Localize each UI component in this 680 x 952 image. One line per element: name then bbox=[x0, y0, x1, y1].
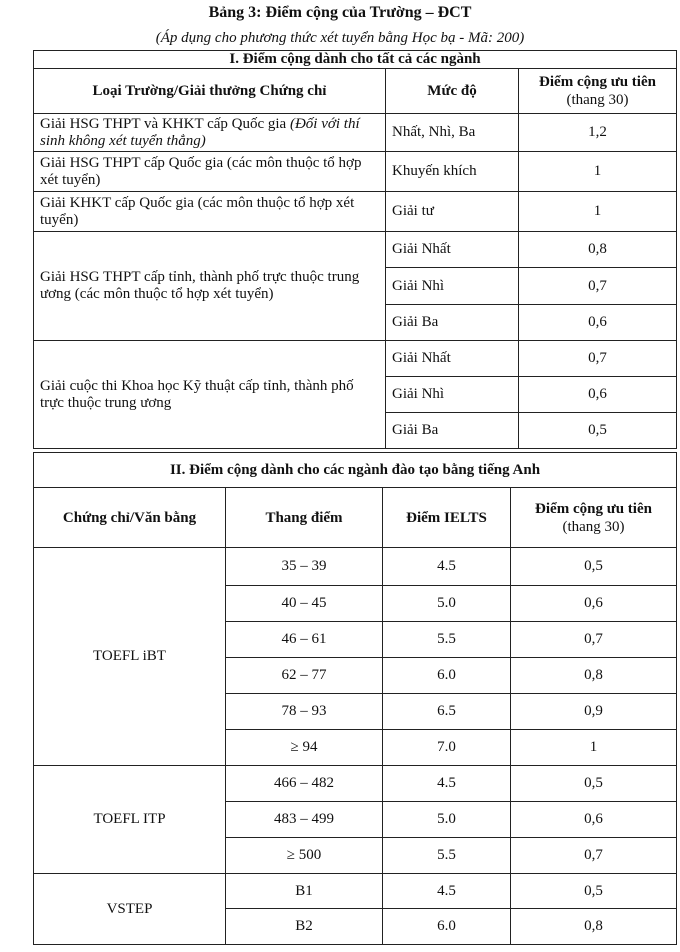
award-points: 0,7 bbox=[519, 341, 677, 377]
award-level: Giải Nhì bbox=[386, 268, 519, 305]
award-type: Giải KHKT cấp Quốc gia (các môn thuộc tổ hợp xét tuyển) bbox=[34, 192, 386, 232]
ielts-score: 4.5 bbox=[383, 874, 511, 909]
bonus-points: 0,7 bbox=[511, 838, 677, 874]
ielts-score: 6.0 bbox=[383, 909, 511, 945]
table-row bbox=[34, 114, 677, 152]
ielts-score: 5.5 bbox=[383, 838, 511, 874]
award-type: Giải HSG THPT cấp Quốc gia (các môn thuộc tổ hợp xét tuyển) bbox=[34, 152, 386, 192]
table-row bbox=[34, 232, 677, 268]
award-points: 1,2 bbox=[519, 114, 677, 152]
score-range: 40 – 45 bbox=[226, 586, 383, 622]
bonus-points: 0,6 bbox=[511, 802, 677, 838]
header-points-label: Điểm cộng ưu tiên bbox=[535, 500, 652, 517]
general-bonus-table bbox=[33, 50, 677, 449]
score-range: B2 bbox=[226, 909, 383, 945]
table-row bbox=[34, 548, 677, 586]
award-level: Giải Ba bbox=[386, 305, 519, 341]
ielts-score: 5.5 bbox=[383, 622, 511, 658]
header-points-label: Điểm cộng ưu tiên bbox=[539, 74, 656, 90]
ielts-score: 5.0 bbox=[383, 586, 511, 622]
table-row bbox=[34, 152, 677, 192]
table-row bbox=[34, 874, 677, 909]
score-range: 46 – 61 bbox=[226, 622, 383, 658]
award-points: 0,7 bbox=[519, 268, 677, 305]
score-range: 35 – 39 bbox=[226, 548, 383, 586]
bonus-points: 0,8 bbox=[511, 909, 677, 945]
table-row bbox=[34, 192, 677, 232]
award-level: Giải Nhất bbox=[386, 232, 519, 268]
bonus-points: 0,5 bbox=[511, 874, 677, 909]
score-range: 62 – 77 bbox=[226, 658, 383, 694]
award-points: 0,5 bbox=[519, 413, 677, 449]
award-points: 1 bbox=[519, 192, 677, 232]
bonus-points: 0,8 bbox=[511, 658, 677, 694]
header-points bbox=[511, 488, 677, 548]
score-range: ≥ 500 bbox=[226, 838, 383, 874]
bonus-points: 0,5 bbox=[511, 548, 677, 586]
score-range: 483 – 499 bbox=[226, 802, 383, 838]
award-level: Nhất, Nhì, Ba bbox=[386, 114, 519, 152]
header-points-sub: (thang 30) bbox=[566, 92, 629, 108]
header-points-sub: (thang 30) bbox=[562, 518, 625, 535]
award-type: Giải cuộc thi Khoa học Kỹ thuật cấp tỉnh, thành phố trực thuộc trung ương bbox=[34, 341, 386, 449]
award-level: Giải Nhất bbox=[386, 341, 519, 377]
header-cert: Chứng chỉ/Văn bằng bbox=[34, 488, 226, 548]
bonus-points: 1 bbox=[511, 730, 677, 766]
award-type bbox=[34, 114, 386, 152]
award-type-note: (Đối với thí sinh không xét tuyển thẳng) bbox=[40, 115, 360, 149]
award-points: 0,8 bbox=[519, 232, 677, 268]
award-level: Giải Ba bbox=[386, 413, 519, 449]
bonus-points: 0,9 bbox=[511, 694, 677, 730]
award-points: 1 bbox=[519, 152, 677, 192]
section-title: II. Điểm cộng dành cho các ngành đào tạo bằng tiếng Anh bbox=[34, 453, 677, 488]
english-program-bonus-table bbox=[33, 452, 677, 945]
header-level: Mức độ bbox=[386, 69, 519, 114]
ielts-score: 4.5 bbox=[383, 548, 511, 586]
bonus-points: 0,7 bbox=[511, 622, 677, 658]
table-row bbox=[34, 766, 677, 802]
award-level: Giải Nhì bbox=[386, 377, 519, 413]
bonus-points: 0,6 bbox=[511, 586, 677, 622]
cert-name: VSTEP bbox=[34, 874, 226, 945]
header-points bbox=[519, 69, 677, 114]
cert-name: TOEFL ITP bbox=[34, 766, 226, 874]
ielts-score: 7.0 bbox=[383, 730, 511, 766]
cert-name: TOEFL iBT bbox=[34, 548, 226, 766]
award-level: Khuyến khích bbox=[386, 152, 519, 192]
ielts-score: 4.5 bbox=[383, 766, 511, 802]
section-title: I. Điểm cộng dành cho tất cả các ngành bbox=[34, 51, 677, 69]
award-level: Giải tư bbox=[386, 192, 519, 232]
score-range: ≥ 94 bbox=[226, 730, 383, 766]
award-type-text: Giải HSG THPT và KHKT cấp Quốc gia bbox=[40, 115, 290, 132]
ielts-score: 5.0 bbox=[383, 802, 511, 838]
award-type: Giải HSG THPT cấp tỉnh, thành phố trực thuộc trung ương (các môn thuộc tổ hợp xét tuyển) bbox=[34, 232, 386, 341]
header-scale: Thang điểm bbox=[226, 488, 383, 548]
bonus-points: 0,5 bbox=[511, 766, 677, 802]
award-points: 0,6 bbox=[519, 377, 677, 413]
score-range: B1 bbox=[226, 874, 383, 909]
score-range: 78 – 93 bbox=[226, 694, 383, 730]
table-subtitle: (Áp dụng cho phương thức xét tuyển bằng Học bạ - Mã: 200) bbox=[155, 30, 525, 46]
table-title: Bảng 3: Điểm cộng của Trường – ĐCT bbox=[208, 4, 472, 21]
header-type: Loại Trường/Giải thưởng Chứng chỉ bbox=[34, 69, 386, 114]
score-range: 466 – 482 bbox=[226, 766, 383, 802]
header-ielts: Điểm IELTS bbox=[383, 488, 511, 548]
award-points: 0,6 bbox=[519, 305, 677, 341]
ielts-score: 6.0 bbox=[383, 658, 511, 694]
ielts-score: 6.5 bbox=[383, 694, 511, 730]
table-row bbox=[34, 341, 677, 377]
